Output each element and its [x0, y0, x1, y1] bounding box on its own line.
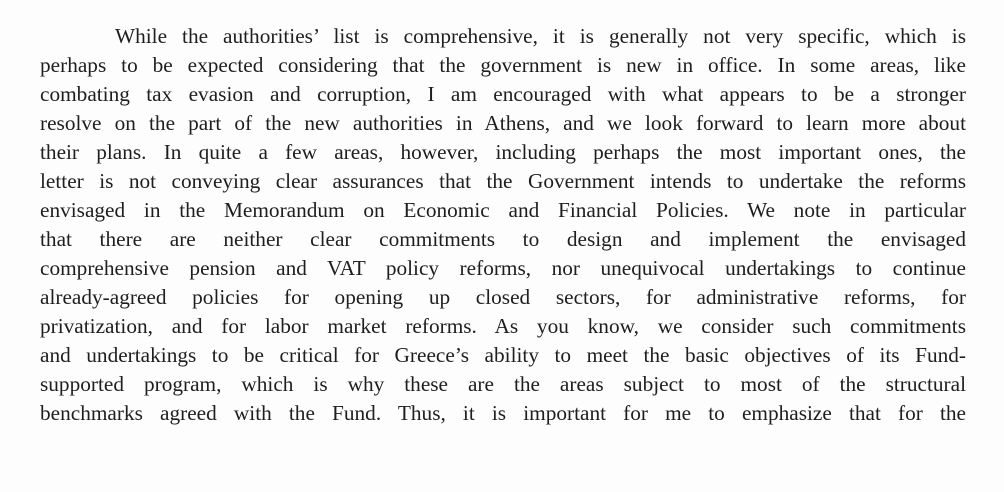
text-line: their plans. In quite a few areas, however, including perhaps the most important ones, the: [40, 140, 966, 164]
text-line: that there are neither clear commitments to design and implement the envisaged: [40, 227, 966, 251]
text-line: supported program, which is why these are the areas subject to most of the structural: [40, 372, 966, 396]
text-line: envisaged in the Memorandum on Economic and Financial Policies. We note in particular: [40, 198, 966, 222]
text-line: privatization, and for labor market reforms. As you know, we consider such commitments: [40, 314, 966, 338]
text-line: benchmarks agreed with the Fund. Thus, it is important for me to emphasize that for the: [40, 401, 966, 425]
text-line: letter is not conveying clear assurances that the Government intends to undertake the reforms: [40, 169, 966, 193]
text-line: combating tax evasion and corruption, I am encouraged with what appears to be a stronger: [40, 82, 966, 106]
text-line: resolve on the part of the new authorities in Athens, and we look forward to learn more about: [40, 111, 966, 135]
text-line: comprehensive pension and VAT policy reforms, nor unequivocal undertakings to continue: [40, 256, 966, 280]
text-line: While the authorities’ list is comprehensive, it is generally not very specific, which is: [115, 24, 966, 48]
text-line: and undertakings to be critical for Greece’s ability to meet the basic objectives of its Fund-: [40, 343, 966, 367]
text-line: already-agreed policies for opening up closed sectors, for administrative reforms, for: [40, 285, 966, 309]
text-line: perhaps to be expected considering that the government is new in office. In some areas, like: [40, 53, 966, 77]
body-paragraph: [40, 22, 966, 428]
